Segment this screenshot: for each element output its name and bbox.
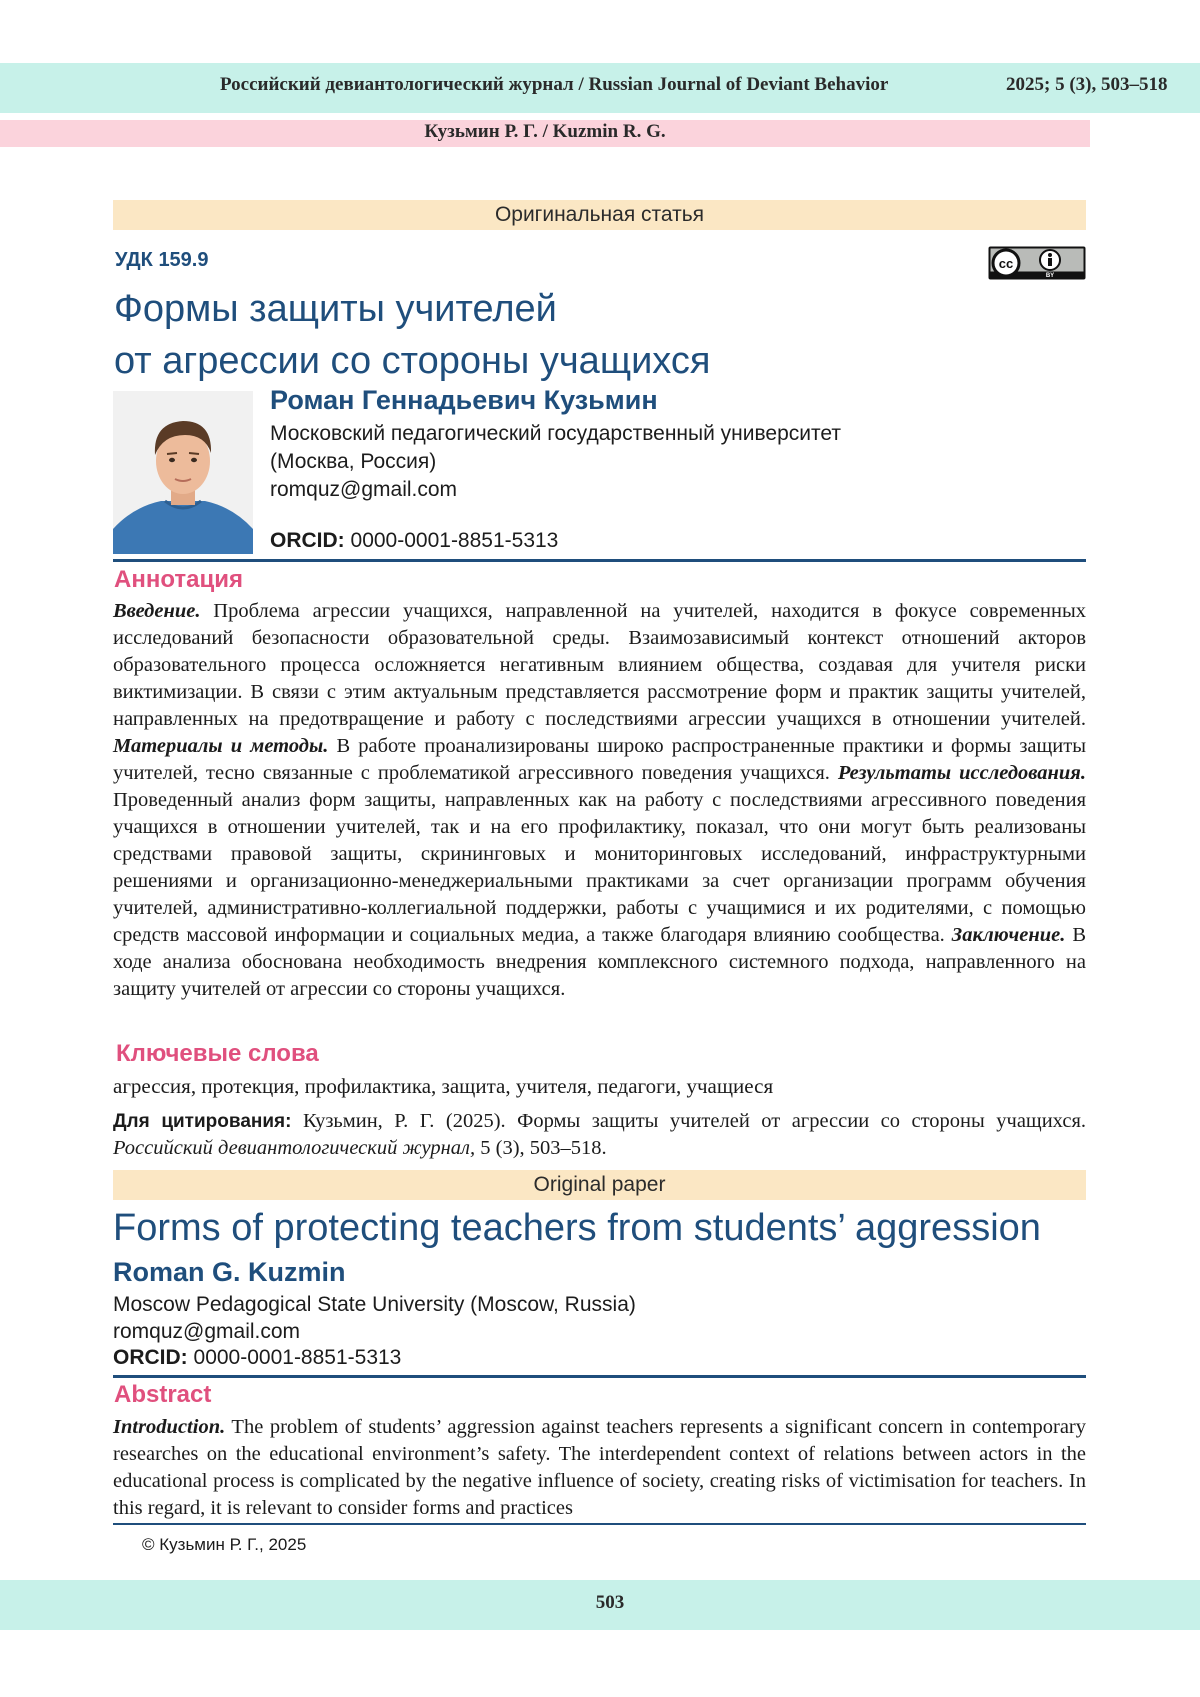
author-email-en[interactable]: romquz@gmail.com	[113, 1320, 301, 1343]
author-email-ru[interactable]: romquz@gmail.com	[270, 478, 458, 501]
article-title-en: Forms of protecting teachers from students’ aggression	[113, 1207, 1041, 1249]
citation-journal: Российский девиантологический журнал,	[113, 1137, 476, 1159]
citation-label: Для цитирования:	[113, 1111, 292, 1132]
title-line-1: Формы защиты учителей	[114, 288, 557, 330]
results-label: Результаты исследования.	[837, 762, 1086, 784]
title-line-2: от агрессии со стороны учащихся	[114, 340, 711, 382]
results-text: Проведенный анализ форм защиты, направленных как на работу с последствиями агрессивного поведения учащихся в отношении учителей, так и на его профилактику, показал, что они могут быть реализованы средствами правовой защиты, скрининговых и мониторинговых исследований, инфраструктурными решениями и организационно-менеджериальными практиками за счет организации программ обучения учителей, административно-коллегиальной поддержки, работы с учащимися и их родителями, с помощью средств массовой информации и социальных медиа, а также благодаря влиянию сообщества.	[113, 789, 1086, 946]
conclusion-label: Заключение.	[951, 924, 1066, 946]
affiliation-ru: Московский педагогический государственный университет	[270, 422, 841, 445]
intro-label: Введение.	[113, 600, 201, 622]
conclusion-text: В ходе анализа обоснована необходимость внедрения комплексного системного подхода, направленного на защиту учителей от агрессии со стороны учащихся.	[113, 924, 1087, 1000]
intro-text-en: The problem of students’ aggression against teachers represents a significant concern in contemporary researches on the educational environment’s safety. The interdependent context of relations between actors in the educational process is complicated by the negative influence of society, creating risks of victimisation for teachers. In this regard, it is relevant to consider forms and practices	[113, 1416, 1086, 1519]
citation-ru	[113, 1108, 1086, 1162]
affiliation-en: Moscow Pedagogical State University (Moscow, Russia)	[113, 1293, 636, 1316]
orcid-id-en[interactable]: 0000-0001-8851-5313	[193, 1346, 402, 1369]
running-author: Кузьмин Р. Г. / Kuzmin R. G.	[424, 121, 666, 142]
author-photo	[113, 391, 253, 554]
citation-text: Кузьмин, Р. Г. (2025). Формы защиты учителей от агрессии со стороны учащихся.	[302, 1110, 1086, 1132]
intro-label-en: Introduction.	[113, 1416, 226, 1438]
udk-code: УДК 159.9	[115, 249, 209, 271]
orcid-label-en: ORCID:	[113, 1346, 188, 1369]
orcid-en	[113, 1346, 401, 1370]
cc-by-license-icon[interactable]	[988, 246, 1086, 280]
abstract-en	[113, 1414, 1086, 1522]
footnote-divider	[113, 1523, 1086, 1525]
page-number: 503	[595, 1592, 625, 1613]
abstract-heading-en: Abstract	[114, 1381, 212, 1408]
abstract-ru	[113, 598, 1086, 1003]
author-name-en: Roman G. Kuzmin	[113, 1257, 346, 1287]
affiliation-location-ru: (Москва, Россия)	[270, 450, 437, 473]
article-title-ru	[114, 283, 710, 387]
intro-text: Проблема агрессии учащихся, направленной на учителей, находится в фокусе современных исследований безопасности образовательной среды. Взаимозависимый контекст отношений акторов образовательного процесса осложняется негативным влиянием общества, создавая для учителя риски виктимизации. В связи с этим актуальным представляется рассмотрение форм и практик защиты учителей, направленных на предотвращение и работу с последствиями агрессии учащихся в отношении учителей.	[113, 600, 1086, 730]
copyright-note: © Кузьмин Р. Г., 2025	[142, 1535, 307, 1554]
article-type-en: Original paper	[113, 1170, 1086, 1200]
keywords-ru: агрессия, протекция, профилактика, защита, учителя, педагоги, учащиеся	[113, 1074, 774, 1098]
article-type-ru: Оригинальная статья	[113, 200, 1086, 230]
orcid-label: ORCID:	[270, 529, 345, 552]
svg-text:cc: cc	[998, 256, 1014, 271]
author-name-ru: Роман Геннадьевич Кузьмин	[270, 385, 658, 415]
orcid-id[interactable]: 0000-0001-8851-5313	[350, 529, 559, 552]
keywords-heading-ru: Ключевые слова	[116, 1040, 319, 1067]
journal-title: Российский девиантологический журнал / Russian Journal of Deviant Behavior	[220, 74, 889, 95]
divider-en	[113, 1375, 1086, 1378]
divider	[113, 559, 1086, 562]
issue-reference: 2025; 5 (3), 503–518	[1006, 74, 1168, 95]
methods-label: Материалы и методы.	[113, 735, 329, 757]
methods-text: В работе проанализированы широко распространенные практики и формы защиты учителей, тесно связанные с проблематикой агрессивного поведения учащихся.	[113, 735, 1087, 784]
citation-volume: 5 (3), 503–518.	[480, 1137, 607, 1159]
abstract-heading-ru: Аннотация	[114, 566, 243, 593]
svg-text:BY: BY	[1045, 273, 1055, 279]
orcid-ru	[270, 529, 558, 553]
